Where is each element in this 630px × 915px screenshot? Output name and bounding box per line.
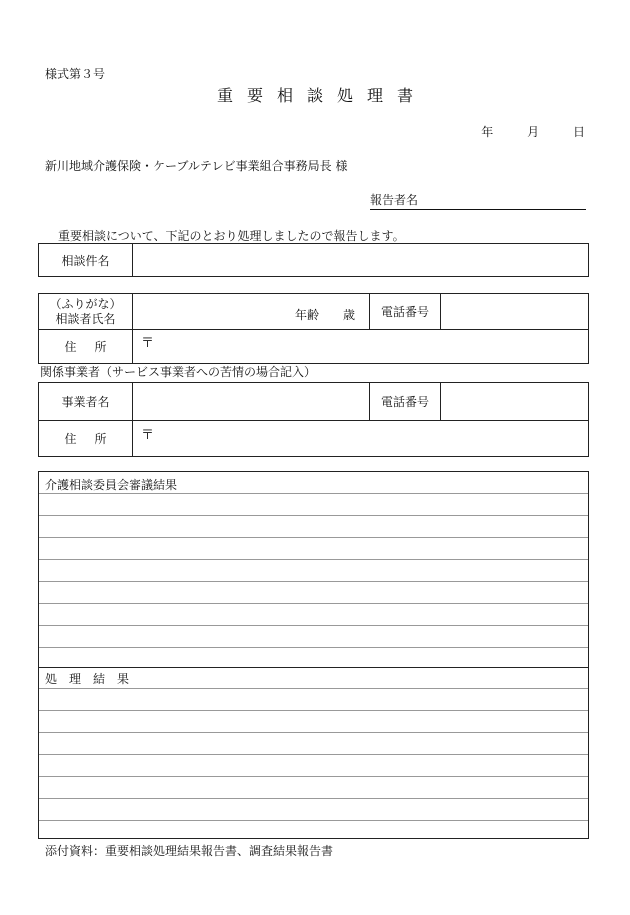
processing-line[interactable] — [39, 732, 588, 733]
processing-line[interactable] — [39, 820, 588, 821]
consultant-name-label-cell — [39, 294, 133, 330]
intro-text: 重要相談について、下記のとおり処理しましたので報告します。 — [58, 229, 405, 243]
processing-line[interactable] — [39, 710, 588, 711]
committee-line[interactable] — [39, 647, 588, 648]
committee-line[interactable] — [39, 493, 588, 494]
reporter-name-label: 報告者名 — [370, 193, 419, 207]
consultant-address-field[interactable] — [133, 330, 589, 364]
committee-line[interactable] — [39, 603, 588, 604]
business-address-field[interactable] — [133, 421, 589, 457]
results-box — [38, 471, 589, 839]
date-month-label: 月 — [527, 125, 540, 139]
document-title: 重要相談処理書 — [216, 86, 427, 105]
committee-line[interactable] — [39, 625, 588, 626]
processing-line[interactable] — [39, 754, 588, 755]
consultant-phone-field[interactable] — [441, 294, 589, 330]
business-name-field[interactable] — [133, 383, 370, 421]
committee-line[interactable] — [39, 581, 588, 582]
processing-line[interactable] — [39, 798, 588, 799]
business-phone-field[interactable] — [441, 383, 589, 421]
form-number: 様式第３号 — [45, 67, 106, 81]
date-line — [451, 126, 585, 138]
consultant-name-field[interactable] — [133, 294, 370, 330]
postal-mark-icon: 〒 — [141, 428, 155, 443]
committee-line[interactable] — [39, 515, 588, 516]
business-name-label: 事業者名 — [39, 383, 133, 421]
consultant-table — [38, 293, 589, 364]
committee-line[interactable] — [39, 559, 588, 560]
postal-mark-icon: 〒 — [141, 336, 155, 351]
business-phone-label: 電話番号 — [370, 383, 441, 421]
furigana-label: （ふりがな） — [49, 296, 122, 311]
related-business-section-label: 関係事業者（サービス事業者への苦情の場合記入） — [40, 365, 317, 379]
business-address-label: 住所 — [39, 421, 133, 457]
reporter-name-field[interactable] — [370, 194, 586, 210]
consultant-address-label: 住所 — [39, 330, 133, 364]
date-day-label: 日 — [572, 125, 585, 139]
consultant-phone-label: 電話番号 — [370, 294, 441, 330]
committee-line[interactable] — [39, 537, 588, 538]
section-divider — [39, 667, 588, 668]
case-title-field[interactable] — [133, 244, 589, 277]
committee-result-heading: 介護相談委員会審議結果 — [45, 478, 178, 492]
attachments-note: 添付資料：重要相談処理結果報告書、調査結果報告書 — [45, 844, 334, 858]
processing-result-heading: 処 理 結 果 — [45, 672, 130, 686]
date-year-label: 年 — [481, 125, 494, 139]
related-business-table — [38, 382, 589, 457]
addressee: 新川地域介護保険・ケーブルテレビ事業組合事務局長 様 — [45, 159, 348, 173]
consultation-table — [38, 243, 589, 277]
processing-line[interactable] — [39, 688, 588, 689]
age-label: 年齢 歳 — [294, 308, 355, 322]
processing-line[interactable] — [39, 776, 588, 777]
consultant-name-label: 相談者氏名 — [55, 311, 116, 326]
case-title-label: 相談件名 — [39, 244, 133, 277]
